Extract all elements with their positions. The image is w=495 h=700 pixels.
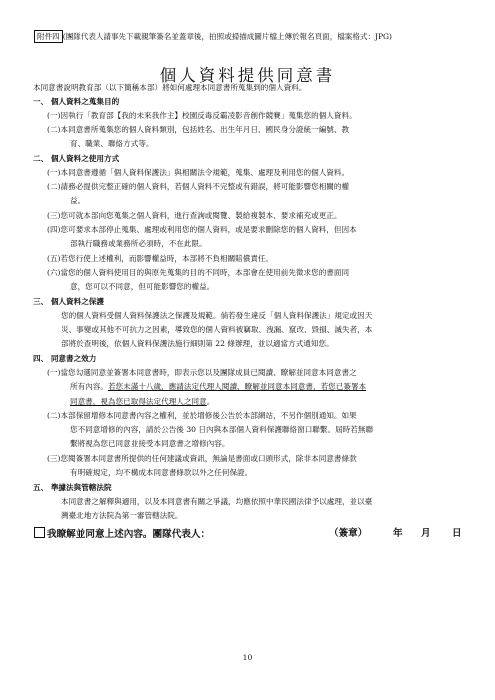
section-4-item-1-cont xyxy=(70,382,366,392)
signature-seal-label: （簽章） xyxy=(329,528,368,539)
consent-checkbox[interactable] xyxy=(34,527,45,538)
section-1-item-2-cont: 育、職業、聯絡方式等。 xyxy=(70,139,154,148)
consent-statement xyxy=(34,527,210,542)
section-4-item-3: (三)您閱簽署本同意書所提供的任何建議或資訊，無論是書面或口頭形式，除非本同意書條款 xyxy=(47,454,357,463)
section-2-item-1: (一)本同意書遵循「個人資料保護法」與相關法令規範，蒐集、處理及利用您的個人資料。 xyxy=(47,168,350,177)
attachment-note: (團隊代表人請事先下載親筆簽名並蓋章後，拍照或掃描成圖片檔上傳於報名頁面，檔案格式：JPG) xyxy=(62,32,392,41)
section-3-text-2: 災、事變或其他不可抗力之因素，導致您的個人資料被竊取、洩漏、竄改、毀損、滅失者，本 xyxy=(61,325,373,334)
section-4-item-1-text: 所有內容。 xyxy=(70,382,108,391)
section-4-heading: 四、 同意書之效力 xyxy=(33,354,97,363)
page-number: 10 xyxy=(242,653,253,662)
section-5-heading: 五、 準據法與管轄法院 xyxy=(33,483,112,492)
section-2-item-6: (六)當您的個人資料使用目的與原先蒐集的目的不同時，本部會在使用前先徵求您的書面同 xyxy=(47,268,350,277)
section-1-heading: 一、 個人資料之蒐集目的 xyxy=(33,97,120,106)
section-5-text-1: 本同意書之解釋與適用，以及本同意書有關之爭議，均應依照中華民國法律予以處理，並以臺 xyxy=(61,497,373,506)
signature-month-label: 月 xyxy=(421,528,431,539)
attachment-notice xyxy=(34,30,474,43)
attachment-tag: 附件四 xyxy=(34,30,63,43)
page-title: 個人資料提供同意書 xyxy=(159,66,336,85)
intro-text: 本同意書說明教育部（以下簡稱本部）將如何處理本同意書所蒐集到的個人資料。 xyxy=(33,83,307,92)
section-2-heading: 二、 個人資料之使用方式 xyxy=(33,154,120,163)
section-4-item-3-cont: 有明確規定，均不構成本同意書條款以外之任何保證。 xyxy=(70,468,253,477)
signature-day-label: 日 xyxy=(452,528,462,539)
section-1-item-2: (二)本同意書所蒐集您的個人資料類別，包括姓名、出生年月日、國民身分證統一編號、教 xyxy=(47,125,350,134)
section-3-text-1: 您的個人資料受個人資料保護法之保護及規範。倘若發生違反「個人資料保護法」規定或因天 xyxy=(61,311,373,320)
section-2-item-6-cont: 意，您可以不同意，但可能影響您的權益。 xyxy=(70,282,215,291)
section-2-item-3: (三)您可就本部向您蒐集之個人資料，進行查詢或閱覽、製給複製本、要求補充或更正。 xyxy=(47,211,342,220)
section-5-text-2: 灣臺北地方法院為第一審管轄法院。 xyxy=(61,511,183,520)
section-1-item-1: (一)因執行「教育部【我的未來我作主】校園反毒反霸凌影音創作競賽」蒐集您的個人資料。 xyxy=(47,111,357,120)
section-4-item-2-cont: 您不同意增修的內容，請於公告後 30 日內與本部個人資料保護聯絡窗口聯繫。屆時若無聯 xyxy=(70,425,374,434)
section-3-heading: 三、 個人資料之保護 xyxy=(33,297,104,306)
section-4-item-1-end: 。 xyxy=(206,397,215,406)
signature-year-label: 年 xyxy=(393,528,403,539)
section-4-item-2-cont-2: 繫將視為您已同意並接受本同意書之增修內容。 xyxy=(70,439,230,448)
section-2-item-2: (二)請務必提供完整正確的個人資料，若個人資料不完整或有錯誤，將可能影響您相關的權 xyxy=(47,182,350,191)
section-2-item-4-cont: 部執行職務或業務所必須時，不在此限。 xyxy=(70,239,207,248)
section-2-item-4: (四)您可要求本部停止蒐集、處理或利用您的個人資料，或是要求刪除您的個人資料，但因本 xyxy=(47,225,357,234)
section-4-item-2: (二)本部保留增修本同意書內容之權利，並於增修後公告於本部網站，不另作個別通知。如果 xyxy=(47,411,357,420)
section-3-text-3: 部將於查明後，依個人資料保護法施行細則第 22 條辦理，並以適當方式通知您。 xyxy=(61,339,334,348)
guardian-consent-text-2: 同意書，視為您已取得法定代理人之同意 xyxy=(70,397,207,406)
section-4-item-1-cont-2 xyxy=(70,397,214,407)
guardian-consent-text: 若您未滿十八歲，應請法定代理人閱讀、瞭解並同意本同意書，若您已簽署本 xyxy=(107,382,367,391)
section-2-item-2-cont: 益。 xyxy=(70,196,86,205)
section-2-item-5: (五)若您行使上述權利，而影響權益時，本部將不負相關賠償責任。 xyxy=(47,254,274,263)
section-4-item-1: (一)當您勾選同意並簽署本同意書時，即表示您以及團隊成員已閱讀、瞭解並同意本同意書之 xyxy=(47,368,357,377)
consent-statement-text: 我瞭解並同意上述內容。團隊代表人： xyxy=(47,529,211,540)
